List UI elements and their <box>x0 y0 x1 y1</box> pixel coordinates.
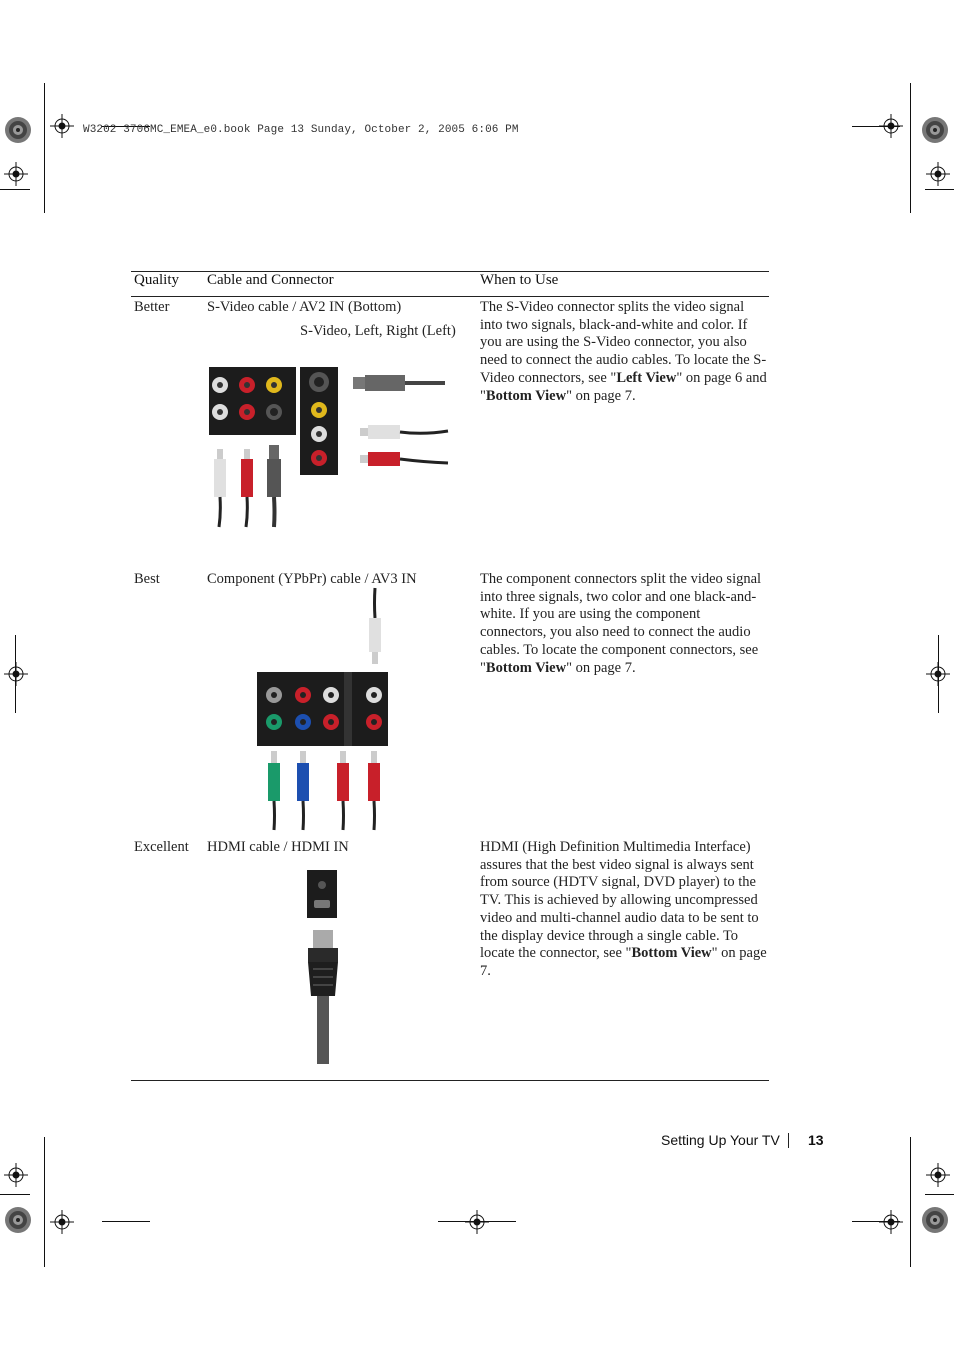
crosshair-icon <box>926 162 950 186</box>
cable-cell: HDMI cable / HDMI IN <box>207 839 349 855</box>
section-title: Setting Up Your TV <box>661 1132 780 1148</box>
crosshair-icon <box>879 114 903 138</box>
quality-cell: Excellent <box>134 839 189 855</box>
crosshair-icon <box>4 662 28 686</box>
when-to-use-cell: HDMI (High Definition Multimedia Interface) assures that the best video signal is always sent from source (HDTV signal, DVD player) to the TV. This is achieved by allowing uncompressed video and multi-channel audio data to be sent to the display device through a single cable. To locate the connector, see "Bottom View" on page 7. <box>480 839 767 979</box>
crosshair-icon <box>4 162 28 186</box>
footer-divider <box>788 1133 789 1148</box>
cable-cell: Component (YPbPr) cable / AV3 IN <box>207 571 417 587</box>
when-to-use-cell: The component connectors split the video signal into three signals, two color and one black-and-white. If you are using the component connectors, you also need to connect the audio cables. To locate the component connectors, see "Bottom View" on page 7. <box>480 571 762 676</box>
cable-cell: S-Video cable / AV2 IN (Bottom) <box>207 299 402 315</box>
header-cable: Cable and Connector <box>207 272 334 288</box>
registration-mark-icon <box>921 116 949 144</box>
crosshair-icon <box>4 1163 28 1187</box>
crosshair-icon <box>465 1210 489 1234</box>
view-reference: Bottom View <box>485 387 567 404</box>
view-reference: Bottom View <box>631 945 712 962</box>
quality-cell: Best <box>134 571 160 587</box>
crosshair-icon <box>50 114 74 138</box>
crosshair-icon <box>926 1163 950 1187</box>
view-reference: Left View <box>616 369 677 386</box>
page-number: 13 <box>808 1132 824 1148</box>
table-bottom-rule <box>131 1080 769 1081</box>
header-when: When to Use <box>480 272 559 288</box>
crosshair-icon <box>50 1210 74 1234</box>
view-reference: Bottom View <box>485 659 567 676</box>
svideo-connector-illustration <box>208 365 453 530</box>
registration-mark-icon <box>921 1206 949 1234</box>
print-header: W3202 3706MC_EMEA_e0.book Page 13 Sunday, October 2, 2005 6:06 PM <box>83 124 519 136</box>
table-header-rule <box>131 296 769 297</box>
header-quality: Quality <box>134 272 179 288</box>
crosshair-icon <box>926 662 950 686</box>
hdmi-connector-illustration <box>305 868 341 1066</box>
crosshair-icon <box>879 1210 903 1234</box>
component-connector-illustration <box>256 588 391 830</box>
when-to-use-cell: The S-Video connector splits the video signal into two signals, black-and-white and color. If you are using the S-Video connector, you also need to connect the audio cables. To locate the S-Video connectors, see "Left View" on page 6 and "Bottom View" on page 7. <box>480 299 767 404</box>
cable-subcaption: S-Video, Left, Right (Left) <box>300 323 456 339</box>
registration-mark-icon <box>4 1206 32 1234</box>
registration-mark-icon <box>4 116 32 144</box>
quality-cell: Better <box>134 299 170 315</box>
